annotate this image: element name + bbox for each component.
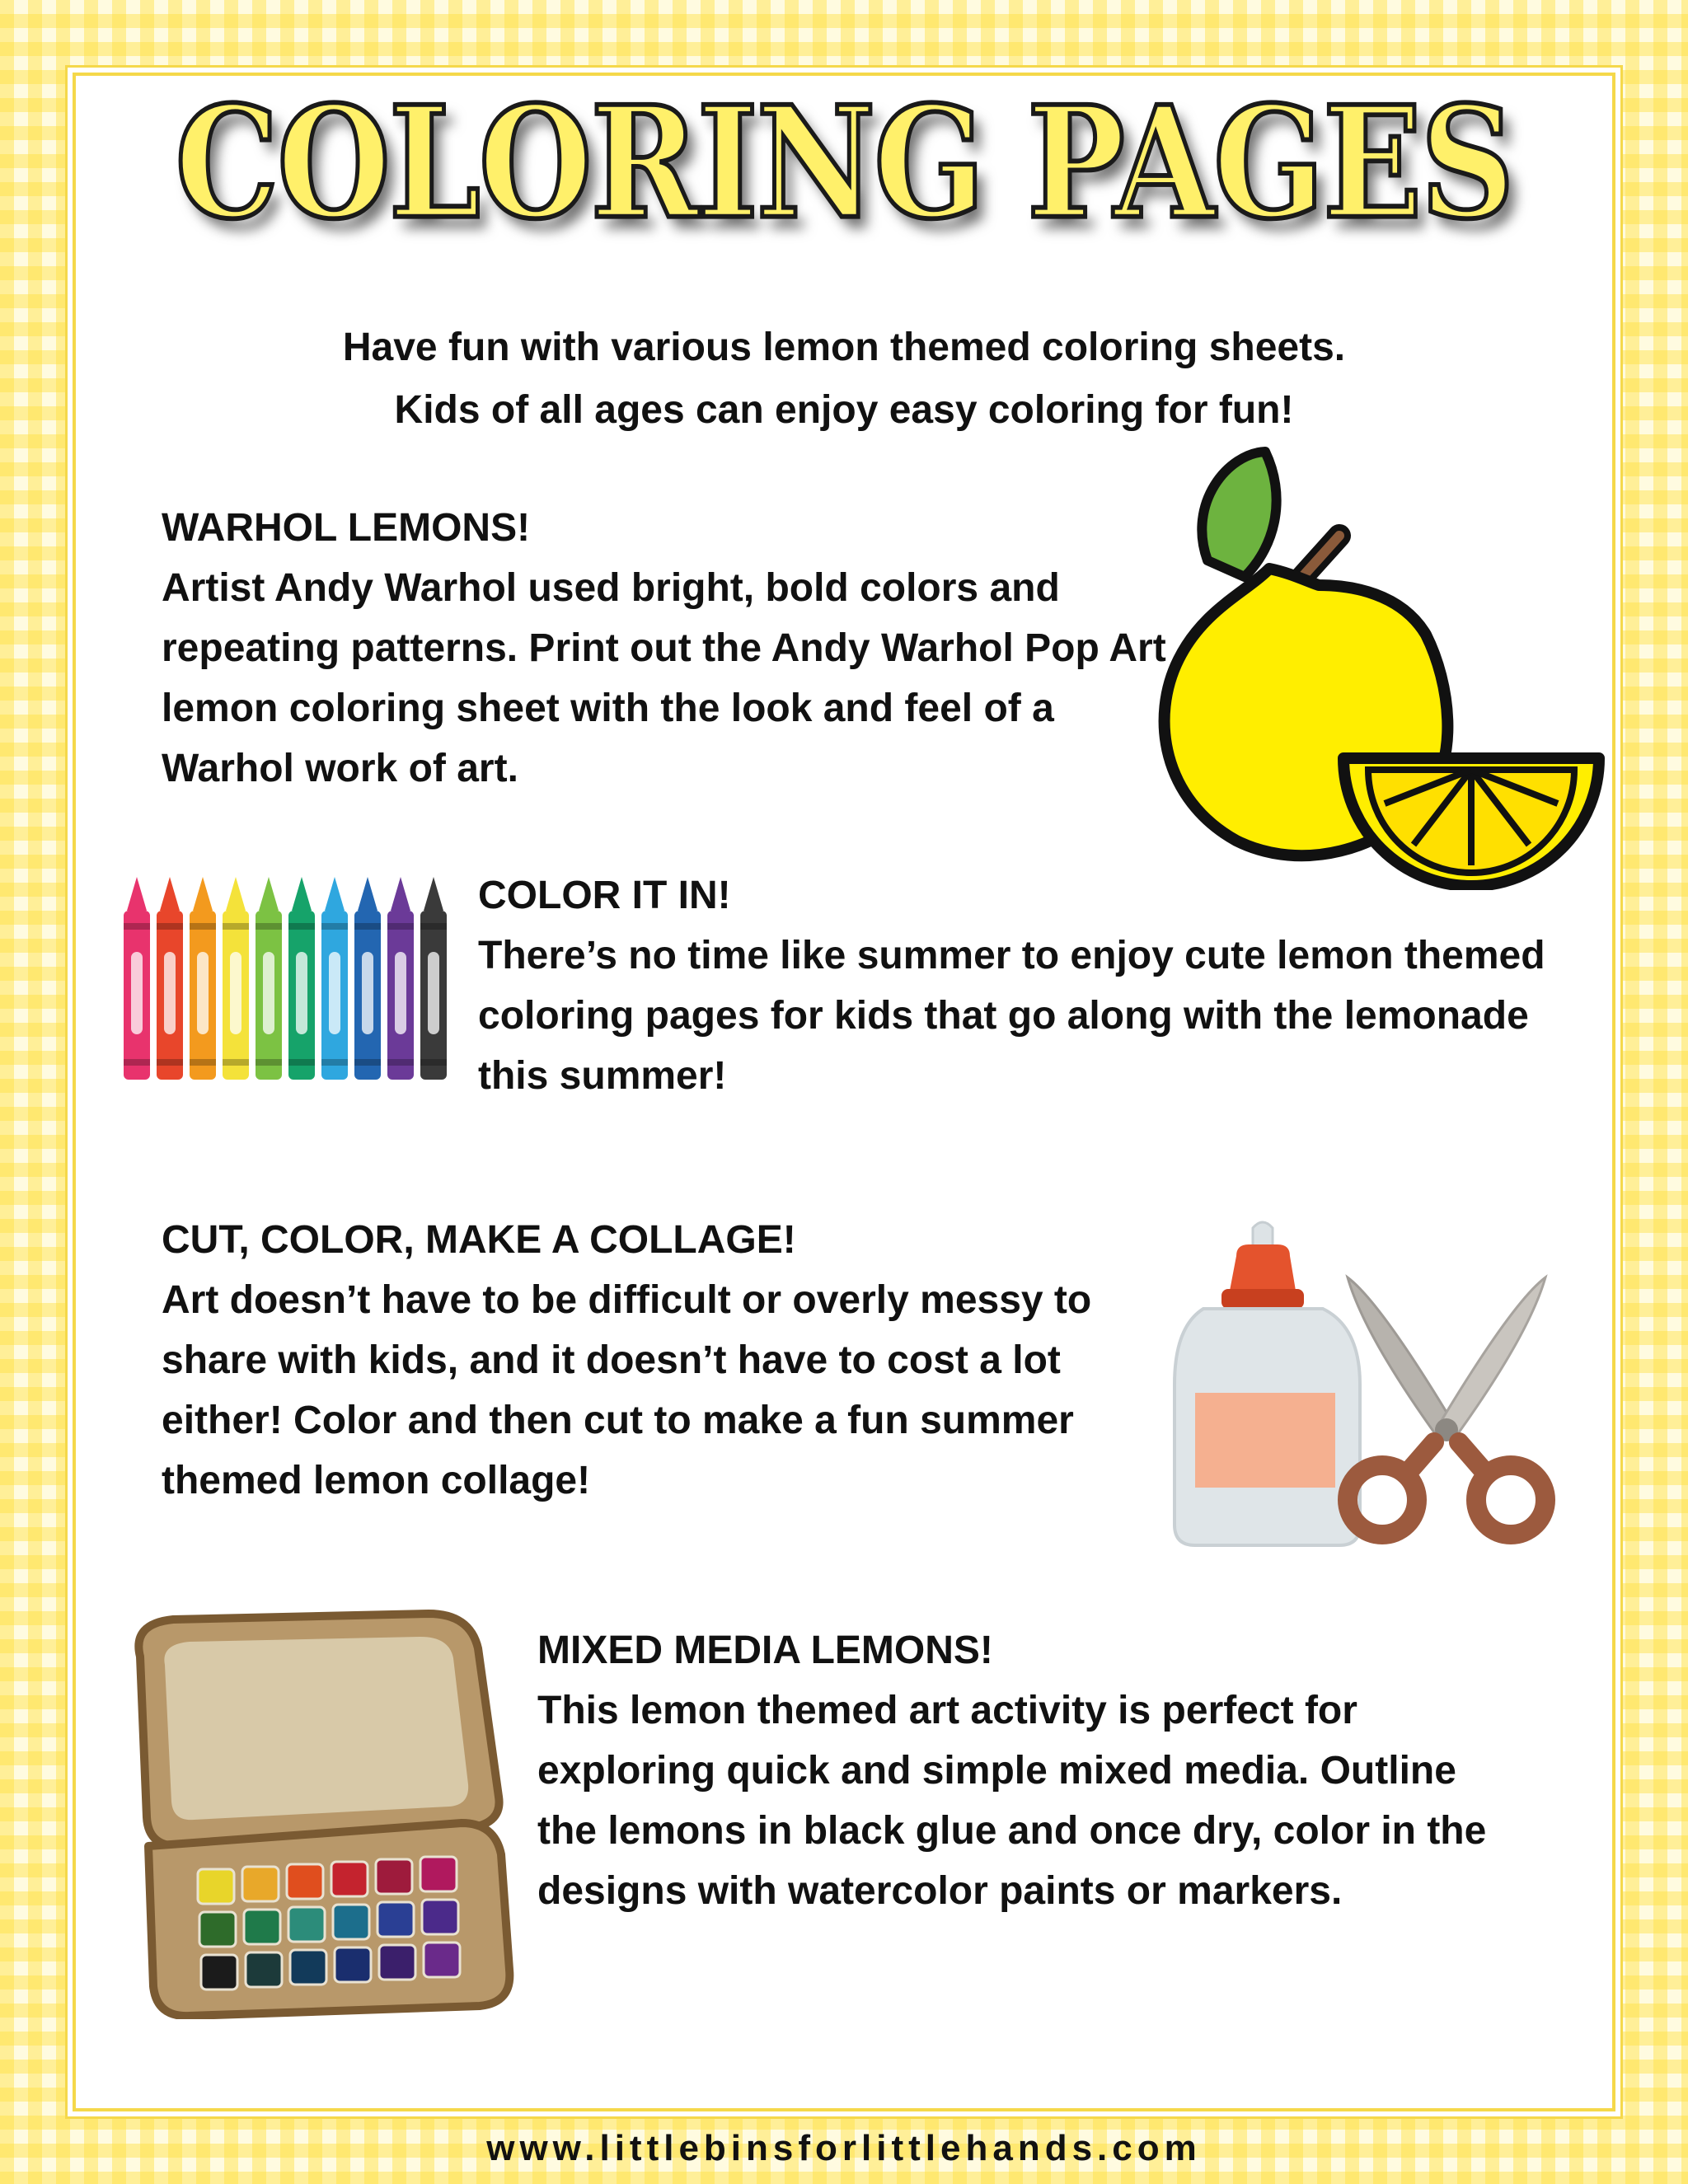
crayon xyxy=(223,877,249,1080)
section-color-it-in xyxy=(478,865,1550,1106)
section-mixed-media-lemons xyxy=(537,1620,1526,1921)
section-body: This lemon themed art activity is perfect for exploring quick and simple mixed media. Outline the lemons in black glue and once dry, color in the designs with watercolor paints or markers. xyxy=(537,1689,1487,1913)
crayon xyxy=(288,877,315,1080)
crayon xyxy=(124,877,150,1080)
crayon xyxy=(256,877,282,1080)
section-heading: COLOR IT IN! xyxy=(478,874,731,917)
paint-well xyxy=(424,1943,460,1977)
paint-well xyxy=(335,1947,371,1982)
paint-well xyxy=(333,1905,369,1939)
paint-well xyxy=(376,1859,412,1894)
paint-well xyxy=(242,1867,279,1901)
intro-text xyxy=(0,316,1688,442)
paint-well xyxy=(201,1955,237,1990)
paint-well xyxy=(244,1910,280,1944)
section-body: There’s no time like summer to enjoy cute lemon themed coloring pages for kids that go along with the lemonade this summer! xyxy=(478,934,1545,1098)
section-body: Art doesn’t have to be difficult or overly messy to share with kids, and it doesn’t have to cost a lot either! Color and then cut to make a fun summer themed lemon collage! xyxy=(162,1278,1092,1502)
page-title: COLORING PAGES xyxy=(175,73,1513,254)
paint-well xyxy=(290,1950,326,1985)
crayon xyxy=(321,877,348,1080)
paint-well xyxy=(198,1869,234,1904)
crayon xyxy=(190,877,216,1080)
paint-well xyxy=(422,1900,458,1934)
intro-line-2: Kids of all ages can enjoy easy coloring for fun! xyxy=(394,388,1294,432)
intro-line-1: Have fun with various lemon themed coloring sheets. xyxy=(342,326,1346,369)
section-cut-color-collage xyxy=(162,1210,1175,1511)
paint-well xyxy=(377,1902,414,1937)
footer-url: www.littlebinsforlittlehands.com xyxy=(486,2128,1202,2168)
crayons-icon xyxy=(115,874,462,1088)
section-heading: MIXED MEDIA LEMONS! xyxy=(537,1629,993,1672)
crayon xyxy=(354,877,381,1080)
paint-well xyxy=(420,1857,457,1891)
section-heading: CUT, COLOR, MAKE A COLLAGE! xyxy=(162,1218,796,1262)
crayon xyxy=(157,877,183,1080)
lemon-icon xyxy=(1154,445,1607,890)
paint-well xyxy=(288,1907,325,1942)
paint-well xyxy=(246,1952,282,1987)
paint-well xyxy=(331,1862,368,1896)
section-warhol-lemons xyxy=(162,498,1175,799)
paint-well xyxy=(379,1945,415,1980)
watercolor-palette-icon xyxy=(115,1607,519,2019)
section-heading: WARHOL LEMONS! xyxy=(162,506,531,550)
crayon xyxy=(420,877,447,1080)
scissors-icon xyxy=(1331,1269,1562,1549)
section-body: Artist Andy Warhol used bright, bold colors and repeating patterns. Print out the Andy Warhol Pop Art lemon coloring sheet with the look and feel of a Warhol work of art. xyxy=(162,566,1166,790)
paint-well xyxy=(199,1912,236,1947)
paint-well xyxy=(287,1864,323,1899)
crayon xyxy=(387,877,414,1080)
